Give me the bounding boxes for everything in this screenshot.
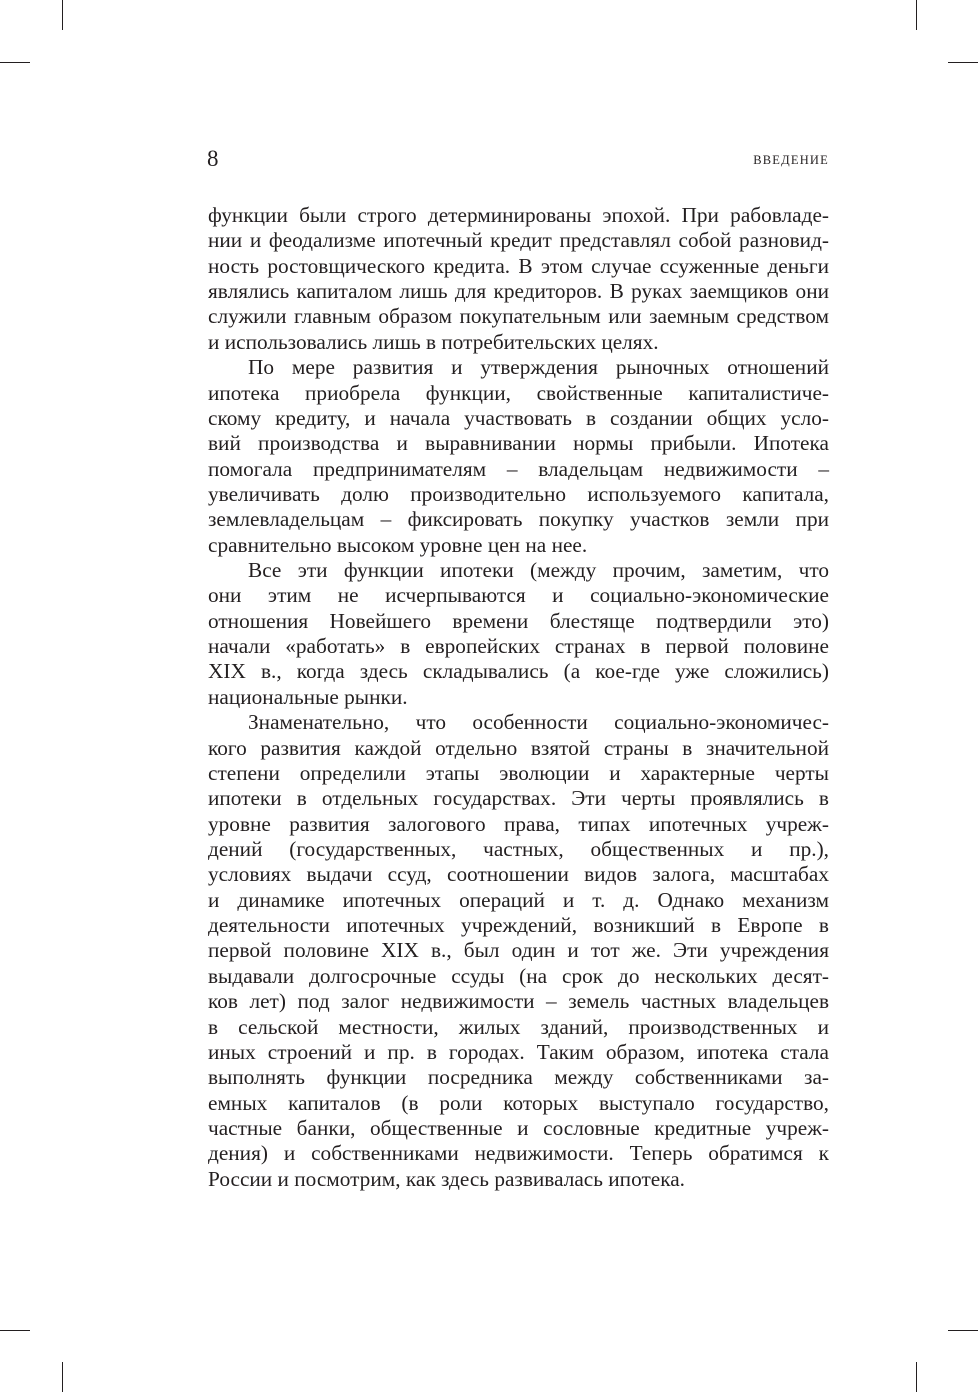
text-line: нии и феодализме ипотечный кредит представлял собой разновид-: [208, 228, 829, 253]
paragraph: [208, 355, 829, 558]
text-line: первой половине XIX в., был один и тот же. Эти учреждения: [208, 938, 829, 963]
paragraph: [208, 558, 829, 710]
text-line: По мере развития и утверждения рыночных отношений: [248, 355, 829, 380]
text-line: и динамике ипотечных операций и т. д. Однако механизм: [208, 887, 829, 912]
text-line: в сельской местности, жилых зданий, производственных и: [208, 1014, 829, 1039]
crop-mark: [948, 1330, 978, 1331]
text-line: ипотеки в отдельных государствах. Эти черты проявлялись в: [208, 786, 829, 811]
text-line: выполнять функции посредника между собственниками за-: [208, 1065, 829, 1090]
text-line: функции были строго детерминированы эпохой. При рабовладе-: [208, 203, 829, 227]
text-line: Все эти функции ипотеки (между прочим, заметим, что: [248, 558, 829, 583]
text-line: скому кредиту, и начала участвовать в создании общих усло-: [208, 405, 829, 430]
paragraph: [208, 203, 829, 355]
crop-mark: [0, 62, 30, 63]
text-line: степени определили этапы эволюции и характерные черты: [208, 760, 829, 785]
crop-mark: [916, 1362, 917, 1392]
running-head: ВВЕДЕНИЕ: [753, 153, 829, 167]
crop-mark: [62, 0, 63, 30]
text-line: вий производства и выравнивании нормы прибыли. Ипотека: [208, 431, 829, 456]
text-line: Знаменательно, что особенности социально-экономичес-: [248, 710, 829, 735]
text-line: уровне развития залогового права, типах ипотечных учреж-: [208, 811, 829, 836]
crop-mark: [62, 1362, 63, 1392]
text-line: сравнительно высоком уровне цен на нее.: [208, 532, 588, 557]
text-line: выдавали долгосрочные ссуды (на срок до нескольких десят-: [208, 963, 829, 988]
text-line: XIX в., когда здесь складывались (а кое-где уже сложились): [208, 659, 829, 684]
crop-mark: [948, 62, 978, 63]
text-line: увеличивать долю производительно используемого капитала,: [208, 481, 829, 506]
text-line: национальные рынки.: [208, 684, 408, 709]
text-line: ность ростовщического кредита. В этом случае ссуженные деньги: [208, 253, 829, 278]
text-line: и использовались лишь в потребительских целях.: [208, 329, 659, 354]
text-line: ков лет) под залог недвижимости – земель частных владельцев: [208, 989, 829, 1014]
text-line: дения) и собственниками недвижимости. Теперь обратимся к: [208, 1141, 829, 1166]
paragraph: [208, 710, 829, 1192]
text-line: частные банки, общественные и сословные кредитные учреж-: [208, 1115, 829, 1140]
text-line: кого развития каждой отдельно взятой страны в значительной: [208, 735, 829, 760]
text-line: служили главным образом покупательным или заемным средством: [208, 304, 829, 329]
body-text: [208, 203, 829, 1192]
text-line: иных строений и пр. в городах. Таким образом, ипотека стала: [208, 1039, 829, 1064]
text-line: землевладельцам – фиксировать покупку участков земли при: [208, 507, 829, 532]
crop-mark: [916, 0, 917, 30]
text-line: условиях выдачи ссуд, соотношении видов залога, масштабах: [208, 862, 829, 887]
text-line: емных капиталов (в роли которых выступало государство,: [208, 1090, 829, 1115]
text-line: России и посмотрим, как здесь развивалась ипотека.: [208, 1166, 686, 1191]
text-line: помогала предпринимателям – владельцам недвижимости –: [208, 456, 829, 481]
text-line: начали «работать» в европейских странах в первой половине: [208, 634, 829, 659]
text-line: дений (государственных, частных, общественных и пр.),: [208, 836, 829, 861]
text-line: ипотека приобрела функции, свойственные капиталистиче-: [208, 380, 829, 405]
page-number: 8: [207, 146, 219, 171]
text-line: деятельности ипотечных учреждений, возникший в Европе в: [208, 913, 829, 938]
text-line: отношения Новейшего времени блестяще подтвердили это): [208, 608, 829, 633]
text-line: они этим не исчерпываются и социально-экономические: [208, 583, 829, 608]
crop-mark: [0, 1330, 30, 1331]
text-line: являлись капиталом лишь для кредиторов. В руках заемщиков они: [208, 279, 829, 304]
